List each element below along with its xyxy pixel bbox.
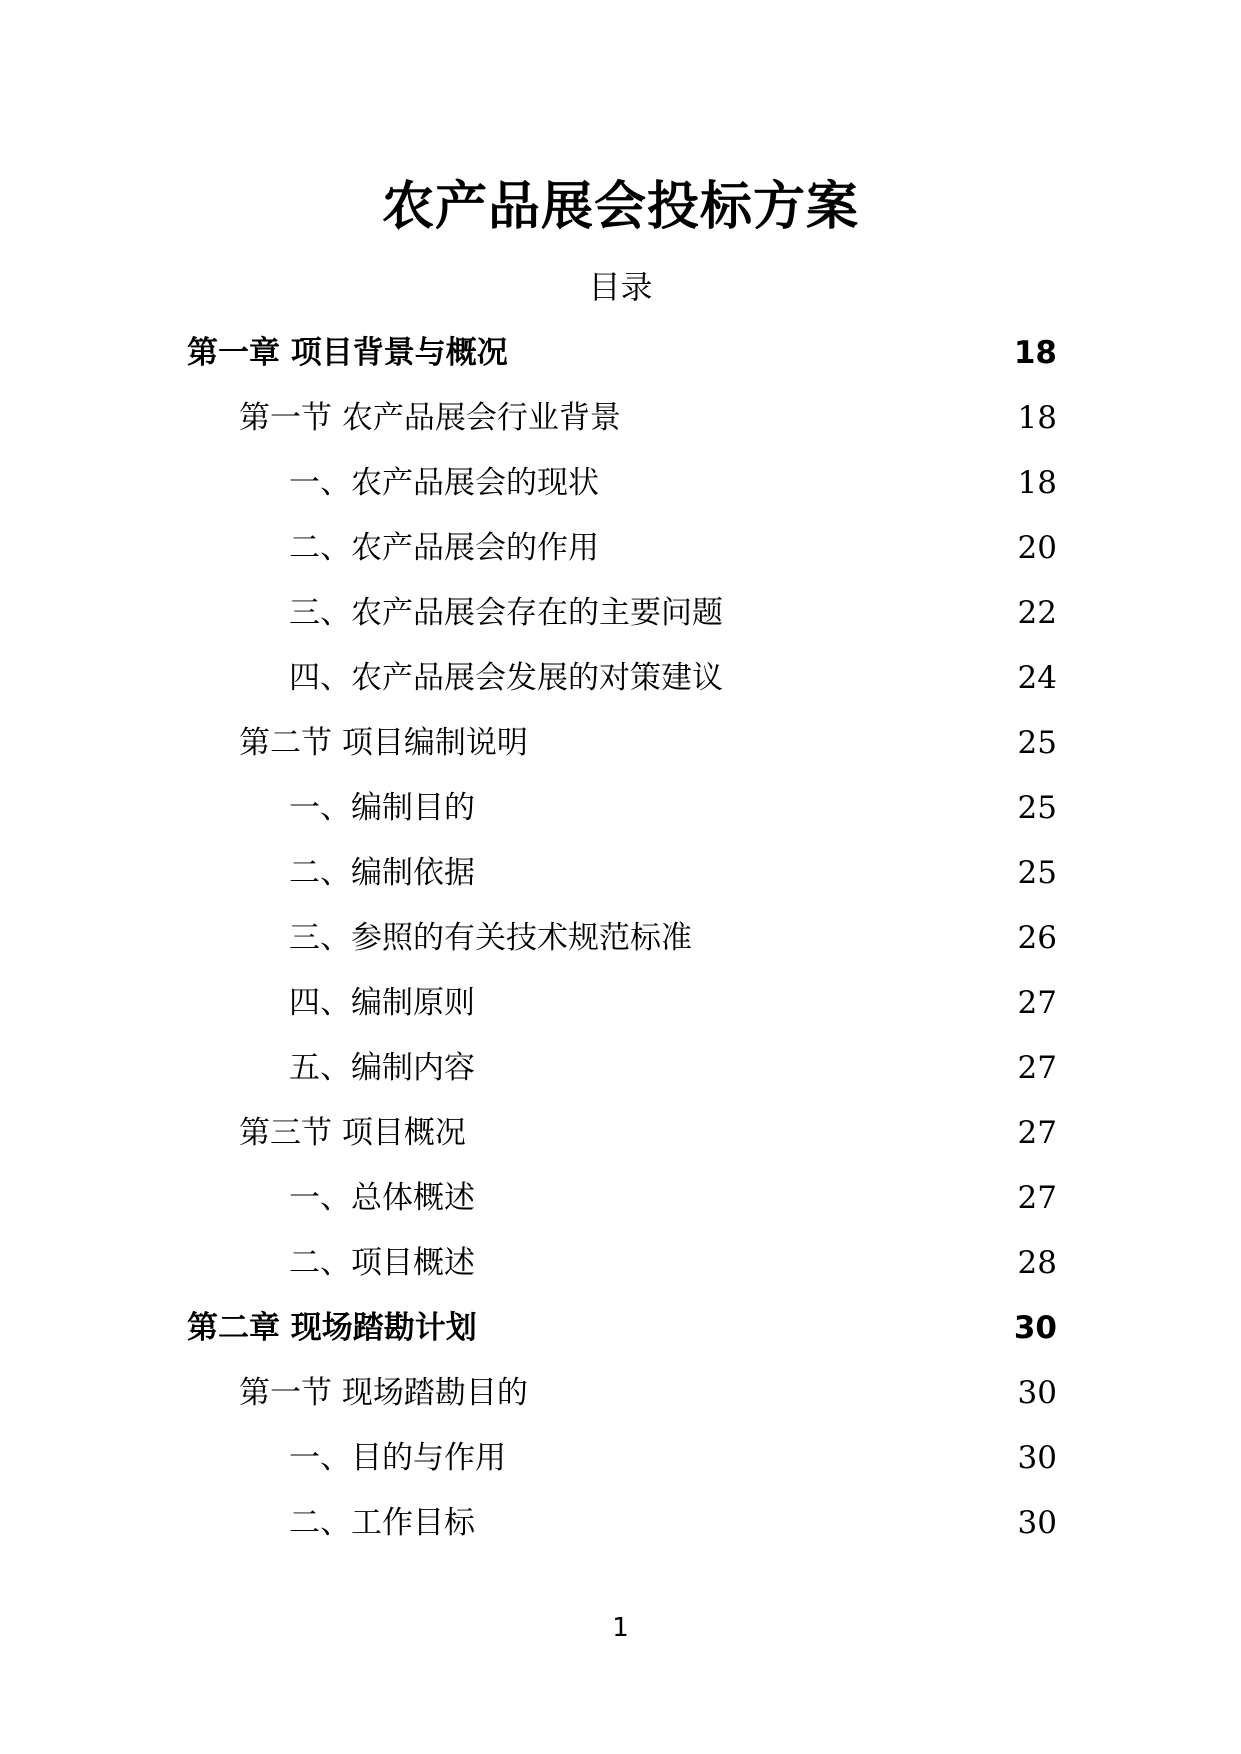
table-of-contents: [187, 326, 1057, 1561]
toc-entry-level-2[interactable]: [187, 1106, 1057, 1171]
toc-entry-text: 第二节 项目编制说明: [239, 725, 528, 761]
toc-entry-page: 18: [1017, 465, 1057, 501]
toc-entry-page: 27: [1017, 1050, 1057, 1086]
toc-entry-level-2[interactable]: [187, 716, 1057, 781]
toc-entry-level-2[interactable]: [187, 391, 1057, 456]
toc-entry-page: 30: [1017, 1505, 1057, 1541]
toc-entry-text: 第一节 现场踏勘目的: [239, 1375, 528, 1411]
toc-entry-text: 二、项目概述: [289, 1245, 475, 1281]
toc-entry-level-3[interactable]: [187, 1171, 1057, 1236]
toc-entry-page: 18: [1017, 400, 1057, 436]
toc-entry-page: 27: [1017, 1180, 1057, 1216]
toc-entry-level-3[interactable]: [187, 846, 1057, 911]
toc-entry-level-3[interactable]: [187, 586, 1057, 651]
toc-entry-level-3[interactable]: [187, 456, 1057, 521]
toc-entry-level-1[interactable]: [187, 1301, 1057, 1366]
toc-entry-level-3[interactable]: [187, 1236, 1057, 1301]
toc-entry-level-3[interactable]: [187, 521, 1057, 586]
toc-entry-text: 三、农产品展会存在的主要问题: [289, 595, 723, 631]
toc-entry-level-1[interactable]: [187, 326, 1057, 391]
toc-entry-level-3[interactable]: [187, 1431, 1057, 1496]
toc-entry-text: 五、编制内容: [289, 1050, 475, 1086]
toc-entry-page: 26: [1017, 920, 1057, 956]
toc-entry-level-3[interactable]: [187, 911, 1057, 976]
toc-entry-text: 二、农产品展会的作用: [289, 530, 599, 566]
toc-entry-page: 24: [1017, 660, 1057, 696]
toc-entry-text: 第一章 项目背景与概况: [187, 335, 508, 371]
toc-entry-page: 22: [1017, 595, 1057, 631]
toc-entry-page: 30: [1017, 1375, 1057, 1411]
document-title: 农产品展会投标方案: [381, 177, 859, 237]
toc-entry-text: 第一节 农产品展会行业背景: [239, 400, 621, 436]
toc-entry-text: 二、工作目标: [289, 1505, 475, 1541]
toc-entry-text: 一、总体概述: [289, 1180, 475, 1216]
toc-entry-level-3[interactable]: [187, 651, 1057, 716]
page-number: 1: [612, 1613, 629, 1643]
toc-entry-page: 30: [1013, 1310, 1057, 1346]
toc-entry-level-3[interactable]: [187, 976, 1057, 1041]
toc-entry-page: 20: [1017, 530, 1057, 566]
toc-entry-page: 18: [1013, 335, 1057, 371]
toc-entry-page: 27: [1017, 985, 1057, 1021]
toc-entry-page: 27: [1017, 1115, 1057, 1151]
toc-entry-text: 四、农产品展会发展的对策建议: [289, 660, 723, 696]
toc-entry-page: 25: [1017, 725, 1057, 761]
toc-entry-text: 三、参照的有关技术规范标准: [289, 920, 692, 956]
toc-entry-page: 30: [1017, 1440, 1057, 1476]
toc-entry-level-3[interactable]: [187, 1496, 1057, 1561]
toc-entry-text: 一、农产品展会的现状: [289, 465, 599, 501]
toc-entry-page: 25: [1017, 855, 1057, 891]
toc-entry-text: 一、编制目的: [289, 790, 475, 826]
toc-entry-text: 二、编制依据: [289, 855, 475, 891]
toc-heading: 目录: [588, 268, 653, 306]
toc-entry-page: 25: [1017, 790, 1057, 826]
toc-entry-text: 第二章 现场踏勘计划: [187, 1310, 477, 1346]
toc-entry-level-3[interactable]: [187, 1041, 1057, 1106]
toc-entry-level-2[interactable]: [187, 1366, 1057, 1431]
toc-entry-text: 一、目的与作用: [289, 1440, 506, 1476]
toc-entry-page: 28: [1017, 1245, 1057, 1281]
toc-entry-text: 四、编制原则: [289, 985, 475, 1021]
toc-entry-text: 第三节 项目概况: [239, 1115, 466, 1151]
toc-entry-level-3[interactable]: [187, 781, 1057, 846]
